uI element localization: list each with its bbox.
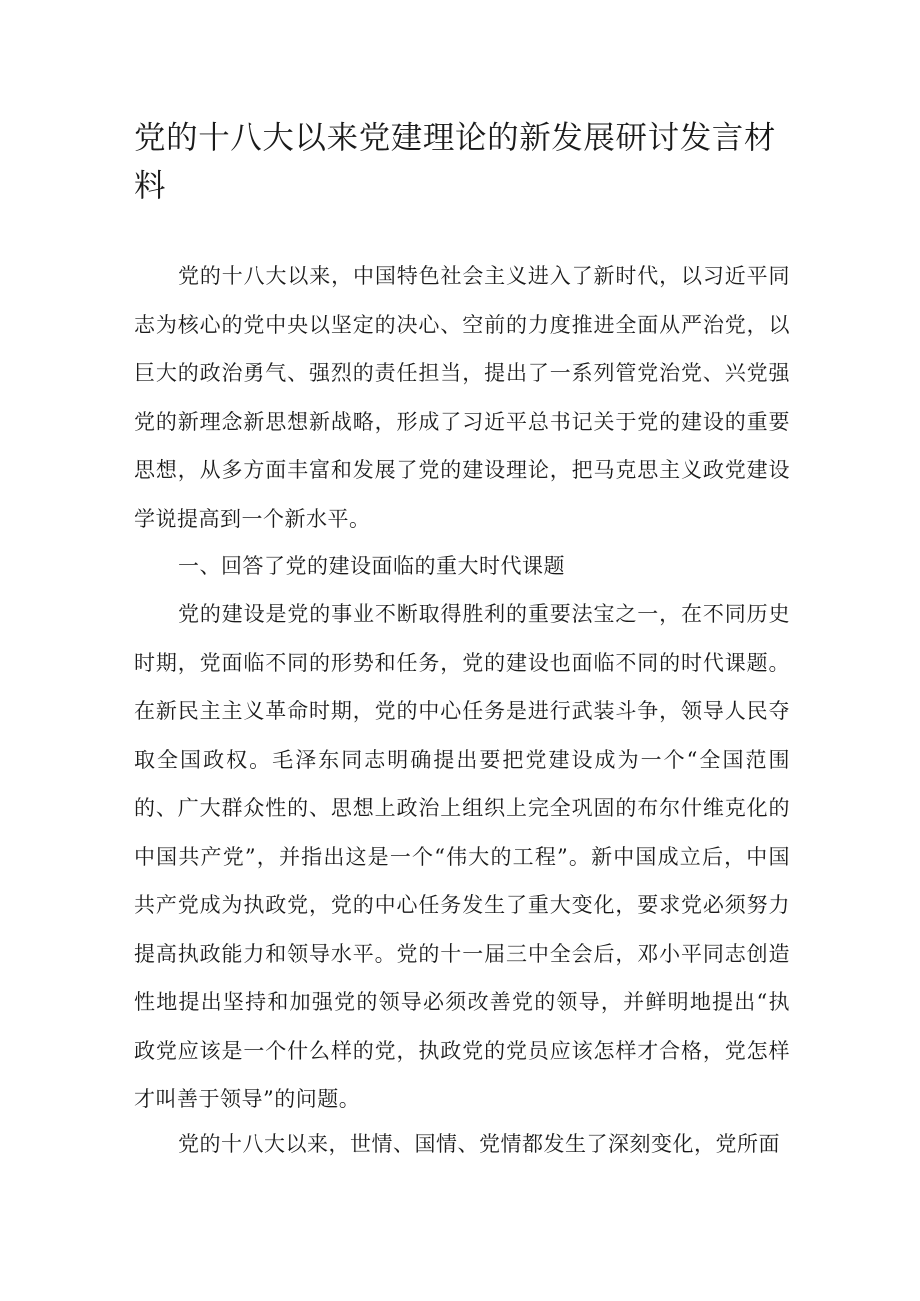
body-paragraph: 党的建设是党的事业不断取得胜利的重要法宝之一，在不同历史时期，党面临不同的形势和任务，党的建设也面临不同的时代课题。在新民主主义革命时期，党的中心任务是进行武装斗争，领导人民夺取全国政权。毛泽东同志明确提出要把党建设成为一个“全国范围的、广大群众性的、思想上政治上组织上完全巩固的布尔什维克化的中国共产党”，并指出这是一个“伟大的工程”。新中国成立后，中国共产党成为执政党，党的中心任务发生了重大变化，要求党必须努力提高执政能力和领导水平。党的十一届三中全会后，邓小平同志创造性地提出坚持和加强党的领导必须改善党的领导，并鲜明地提出“执政党应该是一个什么样的党，执政党的党员应该怎样才合格，党怎样才叫善于领导”的问题。 <box>134 602 790 1111</box>
body-paragraph-continued: 党的十八大以来，世情、国情、党情都发生了深刻变化，党所面 <box>178 1132 780 1156</box>
document-title: 党的十八大以来党建理论的新发展研讨发言材料 <box>134 120 777 204</box>
section-heading: 一、回答了党的建设面临的重大时代课题 <box>178 554 565 578</box>
intro-paragraph: 党的十八大以来，中国特色社会主义进入了新时代，以习近平同志为核心的党中央以坚定的决心、空前的力度推进全面从严治党，以巨大的政治勇气、强烈的责任担当，提出了一系列管党治党、兴党强党的新理念新思想新战略，形成了习近平总书记关于党的建设的重要思想，从多方面丰富和发展了党的建设理论，把马克思主义政党建设学说提高到一个新水平。 <box>134 264 790 531</box>
